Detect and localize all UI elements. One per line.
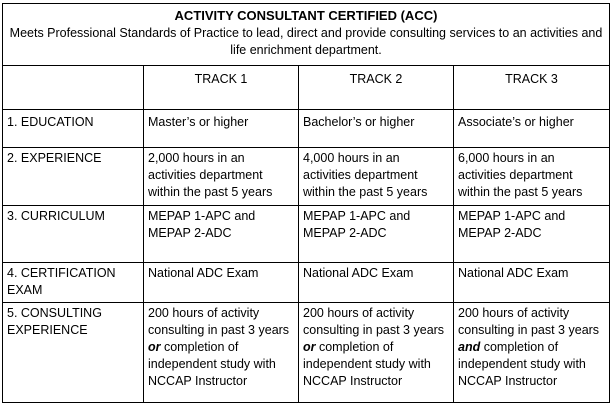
emphasis-or: or [148,340,161,354]
track-header-row [3,66,610,110]
table-cell: 200 hours of activity consulting in past 3 years and completion of independent study with NCCAP Instructor [454,303,610,403]
table-cell: Associate’s or higher [454,110,610,148]
table-cell: National ADC Exam [454,263,610,303]
table-header-row [3,4,610,66]
table-cell: Bachelor’s or higher [299,110,454,148]
track-1-header: TRACK 1 [144,66,299,110]
table-row-education [3,110,610,148]
empty-corner-cell [3,66,144,110]
row-label: 5. CONSULTING EXPERIENCE [3,303,144,403]
table-header [3,4,610,66]
row-label: 3. CURRICULUM [3,206,144,263]
table-cell: 200 hours of activity consulting in past 3 years or completion of independent study with NCCAP Instructor [299,303,454,403]
table-cell: National ADC Exam [144,263,299,303]
table-row-curriculum [3,206,610,263]
table-row-consulting-experience [3,303,610,403]
table-row-experience [3,148,610,206]
table-cell: MEPAP 1-APC and MEPAP 2-ADC [454,206,610,263]
table-cell: 4,000 hours in an activities department within the past 5 years [299,148,454,206]
table-subtitle: Meets Professional Standards of Practice to lead, direct and provide consulting services to an activities and life enrichment department. [9,26,603,57]
table-cell: 6,000 hours in an activities department within the past 5 years [454,148,610,206]
table-row-certification-exam [3,263,610,303]
table-cell: Master’s or higher [144,110,299,148]
table-cell: MEPAP 1-APC and MEPAP 2-ADC [144,206,299,263]
emphasis-or: or [303,340,316,354]
table-cell: 2,000 hours in an activities department within the past 5 years [144,148,299,206]
table-cell: MEPAP 1-APC and MEPAP 2-ADC [299,206,454,263]
row-label: 4. CERTIFICATION EXAM [3,263,144,303]
track-3-header: TRACK 3 [454,66,610,110]
emphasis-and: and [458,340,481,354]
track-2-header: TRACK 2 [299,66,454,110]
table-cell: National ADC Exam [299,263,454,303]
row-label: 1. EDUCATION [3,110,144,148]
table-title: ACTIVITY CONSULTANT CERTIFIED (ACC) [174,8,438,23]
acc-requirements-table [2,3,610,403]
table-cell: 200 hours of activity consulting in past 3 years or completion of independent study with NCCAP Instructor [144,303,299,403]
row-label: 2. EXPERIENCE [3,148,144,206]
